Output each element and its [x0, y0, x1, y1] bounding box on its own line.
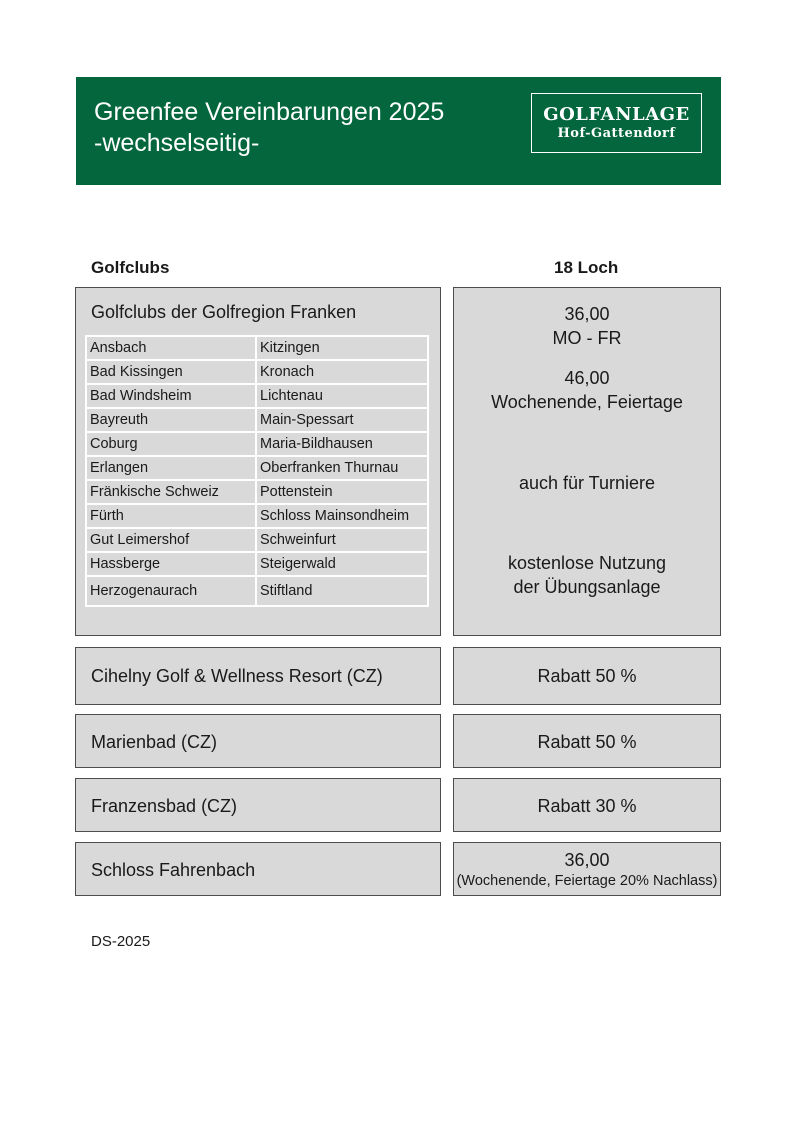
- column-header-golfclubs: Golfclubs: [91, 258, 170, 277]
- club-cell: Kronach: [256, 360, 428, 384]
- club-cell: Steigerwald: [256, 552, 428, 576]
- club-cell: Schweinfurt: [256, 528, 428, 552]
- table-row: [86, 576, 428, 606]
- club-cell: Main-Spessart: [256, 408, 428, 432]
- club-cell: Schloss Mainsondheim: [256, 504, 428, 528]
- club-cell: Bad Windsheim: [86, 384, 256, 408]
- club-cell: Herzogenaurach: [86, 576, 256, 606]
- column-header-18-loch: 18 Loch: [554, 258, 619, 277]
- price-weekday: 36,00: [564, 304, 610, 324]
- club-cell: Bad Kissingen: [86, 360, 256, 384]
- golfanlage-logo: [531, 93, 702, 153]
- table-row: [86, 408, 428, 432]
- agreement-deal-box: [453, 842, 721, 896]
- table-row: [86, 528, 428, 552]
- title-line-1: Greenfee Vereinbarungen 2025: [94, 98, 445, 126]
- club-cell: Hassberge: [86, 552, 256, 576]
- agreement-club-box: [75, 842, 441, 896]
- region-price-box: [453, 287, 721, 636]
- club-cell: Oberfranken Thurnau: [256, 456, 428, 480]
- weekend-label: Wochenende, Feiertage: [491, 392, 683, 412]
- agreement-deal-box: [453, 714, 721, 768]
- page-title: [94, 97, 444, 159]
- header-banner: [76, 77, 721, 185]
- club-cell: Ansbach: [86, 336, 256, 360]
- agreement-club-name: Cihelny Golf & Wellness Resort (CZ): [91, 666, 383, 686]
- agreement-deal: Rabatt 30 %: [537, 796, 637, 816]
- club-cell: Fränkische Schweiz: [86, 480, 256, 504]
- weekday-label: MO - FR: [552, 328, 622, 348]
- club-cell: Lichtenau: [256, 384, 428, 408]
- table-row: [86, 504, 428, 528]
- club-cell: Coburg: [86, 432, 256, 456]
- club-cell: Bayreuth: [86, 408, 256, 432]
- agreement-club-name: Marienbad (CZ): [91, 732, 218, 752]
- agreement-deal: Rabatt 50 %: [537, 732, 637, 752]
- practice-note-line-2: der Übungsanlage: [513, 577, 661, 597]
- agreement-deal-box: [453, 647, 721, 705]
- club-cell: Maria-Bildhausen: [256, 432, 428, 456]
- agreement-deal-note: (Wochenende, Feiertage 20% Nachlass): [456, 873, 718, 889]
- agreement-deal: Rabatt 50 %: [537, 666, 637, 686]
- practice-note-line-1: kostenlose Nutzung: [507, 553, 667, 573]
- region-title: Golfclubs der Golfregion Franken: [91, 302, 357, 322]
- table-row: [86, 432, 428, 456]
- title-line-2: -wechselseitig-: [94, 129, 260, 157]
- table-row: [86, 360, 428, 384]
- club-cell: Pottenstein: [256, 480, 428, 504]
- region-clubs-box: [75, 287, 441, 636]
- club-cell: Gut Leimershof: [86, 528, 256, 552]
- club-cell: Stiftland: [256, 576, 428, 606]
- clubs-table: [85, 335, 429, 607]
- logo-sub-text: Hof-Gattendorf: [557, 126, 676, 141]
- club-cell: Fürth: [86, 504, 256, 528]
- agreement-club-name: Franzensbad (CZ): [91, 796, 238, 816]
- price-weekend: 46,00: [564, 368, 610, 388]
- table-row: [86, 456, 428, 480]
- document-code: DS-2025: [91, 933, 151, 950]
- agreement-club-box: [75, 778, 441, 832]
- table-row: [86, 336, 428, 360]
- agreement-club-name: Schloss Fahrenbach: [91, 860, 256, 880]
- table-row: [86, 384, 428, 408]
- agreement-deal: 36,00: [564, 850, 610, 870]
- agreement-club-box: [75, 714, 441, 768]
- tournaments-note: auch für Turniere: [518, 473, 656, 493]
- agreement-deal-box: [453, 778, 721, 832]
- agreement-club-box: [75, 647, 441, 705]
- table-row: [86, 552, 428, 576]
- logo-main-text: GOLFANLAGE: [543, 104, 690, 125]
- club-cell: Kitzingen: [256, 336, 428, 360]
- table-row: [86, 480, 428, 504]
- club-cell: Erlangen: [86, 456, 256, 480]
